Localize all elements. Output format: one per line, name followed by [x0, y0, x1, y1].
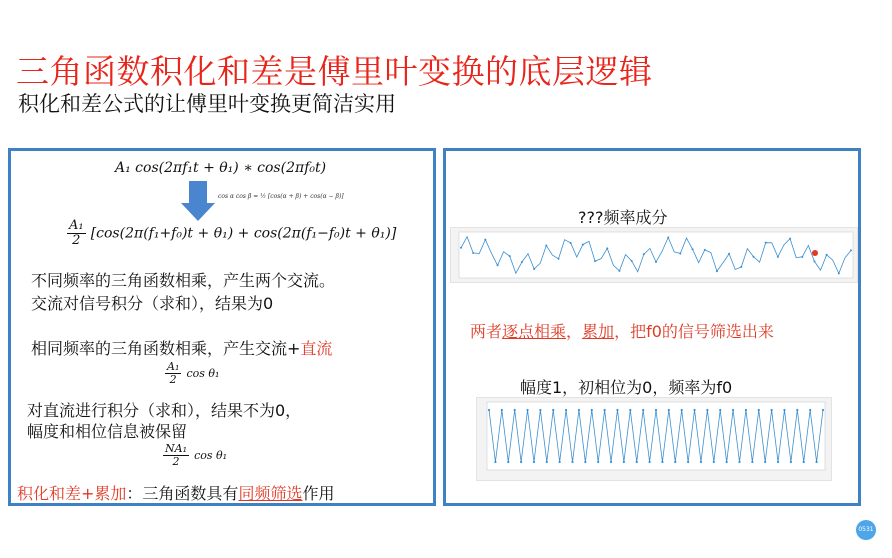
top-plot-marker [728, 253, 730, 255]
sum-frac-den: 2 [172, 455, 180, 468]
bottom-plot-marker [559, 461, 561, 463]
top-plot-marker [667, 236, 669, 238]
bottom-plot-marker [803, 461, 805, 463]
top-plot-marker [716, 270, 718, 272]
top-plot-marker [631, 260, 633, 262]
top-plot-marker [570, 242, 572, 244]
bottom-plot-marker [790, 461, 792, 463]
bottom-plot-marker [584, 461, 586, 463]
bottom-plot-marker [539, 409, 541, 411]
bottom-signal-svg [477, 398, 831, 480]
top-plot-marker [789, 238, 791, 240]
top-plot-marker [679, 252, 681, 254]
top-plot-marker [801, 256, 803, 258]
mid-text-5: ，把f0的信号筛选出来 [614, 322, 774, 341]
text-line-3-prefix: 相同频率的三角函数相乘，产生交流+ [31, 339, 301, 358]
bottom-plot-marker [546, 461, 548, 463]
expansion-body: [cos(2π(f₁+f₀)t + θ₁) + cos(2π(f₁−f₀)t + θ₁)] [90, 225, 397, 242]
expansion-frac-num: A₁ [69, 218, 84, 233]
top-plot-marker [509, 255, 511, 257]
bottom-plot-marker [726, 461, 728, 463]
top-plot-marker [777, 256, 779, 258]
bottom-plot-marker [578, 409, 580, 411]
bottom-plot-marker [610, 461, 612, 463]
bottom-signal-plot [476, 397, 832, 481]
top-plot-marker [558, 258, 560, 260]
text-line-2: 交流对信号积分（求和），结果为0 [31, 294, 274, 313]
bottom-plot-marker [668, 409, 670, 411]
text-line-3 [31, 336, 332, 359]
top-plot-highlight-dot [812, 250, 818, 256]
top-plot-marker [582, 244, 584, 246]
top-plot-marker [826, 254, 828, 256]
bottom-plot-marker [751, 461, 753, 463]
bottom-plot-marker [655, 409, 657, 411]
top-plot-marker [497, 264, 499, 266]
top-plot-marker [838, 272, 840, 274]
top-plot-marker [460, 247, 462, 249]
bottom-plot-marker [565, 409, 567, 411]
bottom-plot-marker [616, 409, 618, 411]
bottom-plot-marker [783, 409, 785, 411]
identity-note: cos α cos β = ½ [cos(α + β) + cos(α − β)] [218, 193, 344, 200]
bottom-plot-marker [507, 461, 509, 463]
top-plot-marker [765, 242, 767, 244]
conclusion-link: 同频筛选 [238, 484, 303, 503]
top-plot-marker [545, 244, 547, 246]
down-arrow-icon [189, 181, 207, 203]
bottom-plot-marker [552, 409, 554, 411]
top-plot-marker [643, 253, 645, 255]
expansion-frac-den: 2 [72, 233, 81, 248]
top-plot-marker [618, 270, 620, 272]
bottom-plot-marker [771, 409, 773, 411]
bottom-plot-marker [648, 461, 650, 463]
bottom-plot-marker [719, 409, 721, 411]
bottom-plot-marker [809, 409, 811, 411]
text-line-3-dc: 直流 [300, 339, 333, 358]
left-panel [8, 148, 436, 506]
dc-tail: cos θ₁ [186, 367, 220, 380]
text-line-1: 不同频率的三角函数相乘，产生两个交流。 [31, 271, 336, 290]
top-plot-marker [704, 249, 706, 251]
bottom-plot-marker [514, 409, 516, 411]
bottom-plot-marker [706, 409, 708, 411]
top-plot-caption: ???频率成分 [578, 208, 668, 227]
bottom-plot-marker [597, 461, 599, 463]
dc-formula [165, 361, 219, 386]
bottom-plot-marker [822, 409, 824, 411]
bottom-plot-marker [642, 409, 644, 411]
top-plot-marker [813, 260, 815, 262]
expansion-formula [67, 219, 396, 248]
bottom-plot-marker [764, 461, 766, 463]
mid-text-3: ， [566, 322, 583, 341]
bottom-plot-marker [623, 461, 625, 463]
bottom-plot-marker [700, 461, 702, 463]
text-line-4: 对直流进行积分（求和），结果不为0， [27, 401, 302, 420]
top-plot-marker [594, 260, 596, 262]
sum-tail: cos θ₁ [194, 449, 228, 462]
bottom-plot-marker [501, 409, 503, 411]
bottom-plot-marker [520, 461, 522, 463]
conclusion-line [17, 481, 334, 504]
top-plot-marker [850, 249, 852, 251]
top-plot-axes [459, 232, 853, 278]
conclusion-red: 积化和差+累加 [17, 484, 127, 503]
page-number-badge: 0531 [856, 520, 876, 540]
bottom-plot-marker [713, 461, 715, 463]
bottom-plot-marker [661, 461, 663, 463]
top-plot-marker [606, 247, 608, 249]
bottom-plot-marker [687, 461, 689, 463]
top-plot-marker [533, 268, 535, 270]
mid-text-2: 逐点相乘 [502, 322, 567, 341]
bottom-plot-caption: 幅度1，初相位为0，频率为f0 [520, 378, 733, 397]
dc-frac-den: 2 [169, 373, 177, 386]
top-plot-marker [472, 252, 474, 254]
multiply-accumulate-text [470, 319, 774, 342]
dc-frac-num: A₁ [167, 360, 180, 373]
bottom-plot-marker [758, 409, 760, 411]
text-line-5: 幅度和相位信息被保留 [27, 422, 188, 441]
sum-formula [163, 443, 227, 468]
mid-text-4: 累加 [582, 322, 615, 341]
top-plot-marker [740, 266, 742, 268]
top-plot-marker [753, 256, 755, 258]
bottom-plot-marker [815, 461, 817, 463]
bottom-plot-marker [681, 409, 683, 411]
top-signal-plot [450, 227, 858, 283]
product-formula: A₁ cos(2πf₁t + θ₁) ∗ cos(2πf₀t) [115, 160, 327, 176]
bottom-plot-marker [604, 409, 606, 411]
top-plot-marker [521, 261, 523, 263]
bottom-plot-marker [591, 409, 593, 411]
bottom-plot-marker [494, 461, 496, 463]
bottom-plot-marker [636, 461, 638, 463]
bottom-plot-marker [488, 409, 490, 411]
bottom-plot-marker [732, 409, 734, 411]
bottom-plot-marker [777, 461, 779, 463]
top-plot-marker [484, 239, 486, 241]
bottom-plot-marker [674, 461, 676, 463]
top-signal-svg [451, 228, 857, 282]
bottom-plot-marker [533, 461, 535, 463]
bottom-plot-marker [796, 409, 798, 411]
top-plot-marker [655, 261, 657, 263]
bottom-plot-marker [526, 409, 528, 411]
bottom-plot-marker [745, 409, 747, 411]
bottom-plot-marker [629, 409, 631, 411]
slide-subtitle: 积化和差公式的让傅里叶变换更简洁实用 [18, 92, 396, 116]
slide-title: 三角函数积化和差是傅里叶变换的底层逻辑 [16, 52, 653, 91]
conclusion-end: 作用 [302, 484, 335, 503]
bottom-plot-marker [738, 461, 740, 463]
bottom-plot-marker [571, 461, 573, 463]
right-panel [443, 148, 861, 506]
top-plot-marker [692, 248, 694, 250]
sum-frac-num: NA₁ [165, 442, 187, 455]
conclusion-mid: ：三角函数具有 [126, 484, 239, 503]
mid-text-1: 两者 [470, 322, 503, 341]
bottom-plot-marker [693, 409, 695, 411]
